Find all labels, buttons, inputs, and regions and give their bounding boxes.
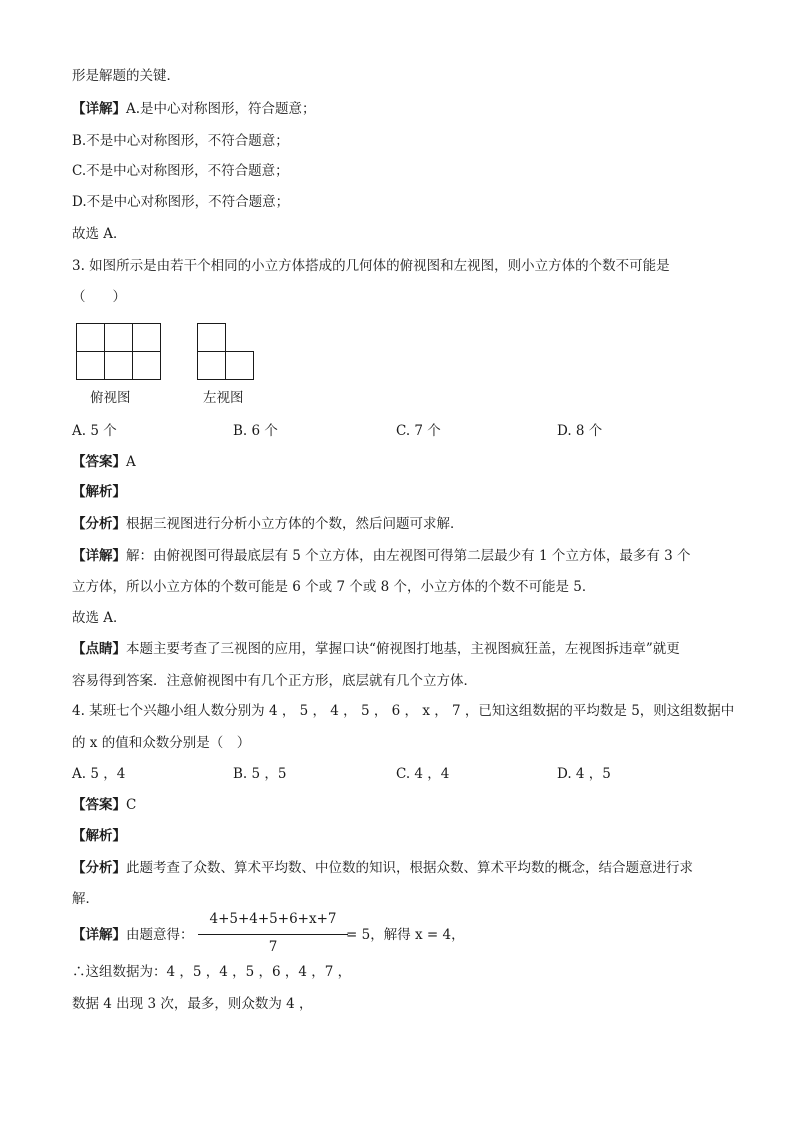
q4-option-b: B. 5 ，5: [233, 766, 287, 782]
text-line: C.不是中心对称图形，不符合题意；: [72, 163, 289, 179]
q4-option-d: D. 4 ，5: [557, 766, 611, 782]
q4-answer: [72, 795, 136, 815]
q3-dianjing-cont: 容易得到答案．注意俯视图中有几个正方形，底层就有几个立方体．: [72, 673, 477, 689]
fenxi-tag: 【分析】: [72, 516, 126, 532]
xiangjie-tag: 【详解】: [72, 927, 126, 943]
mean-fraction: [198, 911, 348, 961]
q3-option-a: A. 5 个: [72, 423, 117, 439]
dianjing-text: 本题主要考查了三视图的应用，掌握口诀“俯视图打地基，主视图疯狂盖，左视图拆违章”就更: [126, 641, 680, 657]
q4-option-a: A. 5 ，4: [72, 766, 126, 782]
q4-analysis-tag: 【解析】: [72, 828, 126, 844]
q3-choose: 故选 A．: [72, 610, 127, 626]
fenxi-tag: 【分析】: [72, 860, 126, 876]
text-line: 形是解题的关键．: [72, 68, 180, 84]
xiangjie-text: 解：由俯视图可得最底层有 5 个立方体，由左视图可得第二层最少有 1 个立方体，最多有 3 个: [126, 548, 691, 564]
answer-value: A: [126, 454, 136, 470]
xiangjie-lead: 由题意得：: [126, 927, 194, 943]
answer-tag: 【答案】: [72, 454, 126, 470]
q3-dianjing: [72, 639, 680, 659]
dianjing-tag: 【点睛】: [72, 641, 126, 657]
q4-xiangjie-after: = 5，解得 x = 4，: [346, 927, 465, 943]
fraction-bar: [198, 934, 348, 935]
xiangjie-tag: 【详解】: [72, 548, 126, 564]
left-view-label: 左视图: [203, 390, 244, 406]
fraction-numerator: 4+5+4+5+6+x+7: [209, 911, 337, 927]
q3-fenxi: [72, 514, 464, 534]
q3-option-c: C. 7 个: [396, 423, 441, 439]
q4-therefore: ∴这组数据为：4 ，5 ，4 ，5 ，6 ，4 ，7 ，: [72, 964, 352, 980]
q4-fenxi-cont: 解．: [72, 891, 99, 907]
question-4-text-cont: 的 x 的值和众数分别是（ ）: [72, 735, 251, 751]
q3-analysis-tag: 【解析】: [72, 484, 126, 500]
choose-line: 故选 A．: [72, 226, 127, 242]
answer-tag: 【答案】: [72, 797, 126, 813]
top-view-figure: [76, 323, 162, 381]
text-line: B.不是中心对称图形，不符合题意；: [72, 133, 289, 149]
q4-mode-line: 数据 4 出现 3 次，最多，则众数为 4 ，: [72, 996, 313, 1012]
answer-value: C: [126, 797, 137, 813]
fenxi-text: 根据三视图进行分析小立方体的个数，然后问题可求解．: [126, 516, 464, 532]
q3-xiangjie: [72, 546, 691, 566]
q3-option-b: B. 6 个: [233, 423, 278, 439]
fenxi-text: 此题考查了众数、算术平均数、中位数的知识，根据众数、算术平均数的概念，结合题意进行求: [126, 860, 693, 876]
detail-text: A.是中心对称图形，符合题意；: [126, 101, 316, 117]
q3-xiangjie-cont: 立方体，所以小立方体的个数可能是 6 个或 7 个或 8 个，小立方体的个数不可能是 5．: [72, 579, 596, 595]
fraction-denominator: 7: [268, 939, 278, 955]
q4-option-c: C. 4 ，4: [396, 766, 450, 782]
top-view-label: 俯视图: [90, 390, 131, 406]
detail-tag: 【详解】: [72, 101, 126, 117]
q4-fenxi: [72, 858, 693, 878]
q4-xiangjie-lead: [72, 925, 194, 945]
q3-option-d: D. 8 个: [557, 423, 603, 439]
question-4-text: 4. 某班七个兴趣小组人数分别为 4 ， 5 ， 4 ， 5 ， 6 ， x ， 7 ，已知这组数据的平均数是 5，则这组数据中: [72, 703, 735, 719]
detail-line: [72, 99, 316, 119]
text-line: D.不是中心对称图形，不符合题意；: [72, 194, 290, 210]
question-3-text: 3. 如图所示是由若干个相同的小立方体搭成的几何体的俯视图和左视图，则小立方体的个数不可能是: [72, 258, 670, 274]
question-3-paren: （ ）: [72, 289, 126, 305]
left-view-figure: [197, 323, 255, 381]
q3-answer: [72, 452, 136, 472]
